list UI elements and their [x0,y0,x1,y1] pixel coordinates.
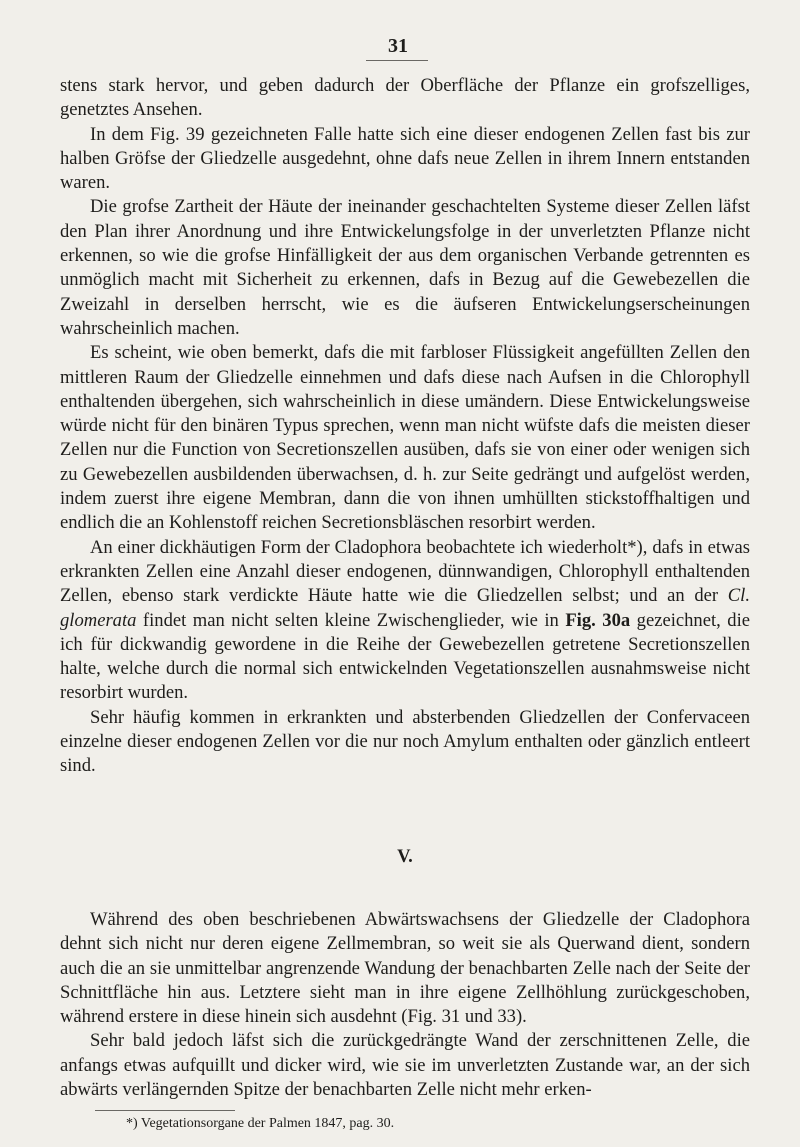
paragraph-p1: stens stark hervor, und geben dadurch der Oberfläche der Pflanze ein grofszelliges, genetztes Ansehen. [60,75,750,121]
page-number: 31 [388,35,408,57]
bold-text: Fig. 30a [565,609,631,631]
paragraph-p2: In dem Fig. 39 gezeichneten Falle hatte sich eine dieser endogenen Zellen fast bis zur halben Gröfse der Gliedzelle ausgedehnt, ohne dafs neue Zellen in ihrem Innern entstanden waren. [60,123,750,194]
paragraph-p3: Die grofse Zartheit der Häute der ineinander geschachtelten Systeme dieser Zellen läfst den Plan ihrer Anordnung und ihre Entwickelungsfolge in der unverletzten Pflanze nicht erkennen, so wie die grofse Hinfälligkeit der aus dem organischen Verbande getrennten es unmöglich macht mit Sicherheit zu erkennen, dafs in Bezug auf die Gewebezellen die Zweizahl in derselben herrscht, wie es die äufseren Entwickelungserscheinungen wahrscheinlich machen. [60,196,750,339]
text-segment: findet man nicht selten kleine Zwischenglieder, wie in [136,609,566,631]
footnote: *) Vegetationsorgane der Palmen 1847, pag. 30. [126,1116,395,1131]
paragraph-p8: Sehr bald jedoch läfst sich die zurückgedrängte Wand der zerschnittenen Zelle, die anfangs etwas aufquillt und dicker wird, wie sie im unverletzten Zustande war, an der sich abwärts verlängernden Spitze der benachbarten Zelle nicht mehr erken- [60,1030,750,1100]
section-heading: V. [397,845,413,867]
text-segment: gezeichnet, die ich für dickwandig gewordene in die Reihe der Gewebezellen getretene Secretionszellen halte, welche durch die normal sich entwickelnden Vegetationszellen ausnahmsweise nicht resorbirt wurden. [60,609,750,704]
text-segment: An einer dickhäutigen Form der Cladophora beobachtete ich wiederholt*), dafs in etwas erkrankten Zellen eine Anzahl dieser endogenen, dünnwandigen, Chlorophyll enthaltenden Zellen, ebenso stark verdickte Häute hatte wie die Gliedzellen selbst; und an der [60,536,750,607]
italic-text: Cl. glomerata [60,585,750,631]
paragraph-p7: Während des oben beschriebenen Abwärtswachsens der Gliedzelle der Cladophora dehnt sich nicht nur deren eigene Zellmembran, so weit sie als Querwand dient, sondern auch die an sie unmittelbar angrenzende Wandung der benachbarten Zelle nach der Seite der Schnittfläche hin aus. Letztere sieht man in ihre eigene Zellhöhlung zurückgeschoben, während erstere in diese hinein sich ausdehnt (Fig. 31 und 33). [60,908,750,1028]
paragraph-p4: Es scheint, wie oben bemerkt, dafs die mit farbloser Flüssigkeit angefüllten Zellen den mittleren Raum der Gliedzelle einnehmen und dafs diese nach Aufsen in die Chlorophyll enthaltenden übergehen, sich wahrscheinlich in diese umändern. Diese Entwickelungsweise würde nicht für den binären Typus sprechen, wenn man nicht wüfste dafs die meisten dieser Zellen nur die Function von Secretionszellen ausüben, dafs sie von einer oder wenigen sich zu Gewebezellen ausbildenden überwachsen, d. h. zur Seite gedrängt und aufgelöst werden, indem zuerst ihre eigene Membran, dann die von ihnen umhüllten stickstoffhaltigen und endlich die an Kohlenstoff reichen Secretionsbläschen resorbirt werden. [60,342,750,534]
body-text [60,74,750,1102]
page-number-rule [366,60,428,61]
paragraph-p6: Sehr häufig kommen in erkrankten und absterbenden Gliedzellen der Confervaceen einzelne dieser endogenen Zellen vor die nur noch Amylum enthalten oder gänzlich entleert sind. [60,706,750,777]
paragraph-p5 [60,536,750,706]
footnote-rule [95,1110,235,1111]
